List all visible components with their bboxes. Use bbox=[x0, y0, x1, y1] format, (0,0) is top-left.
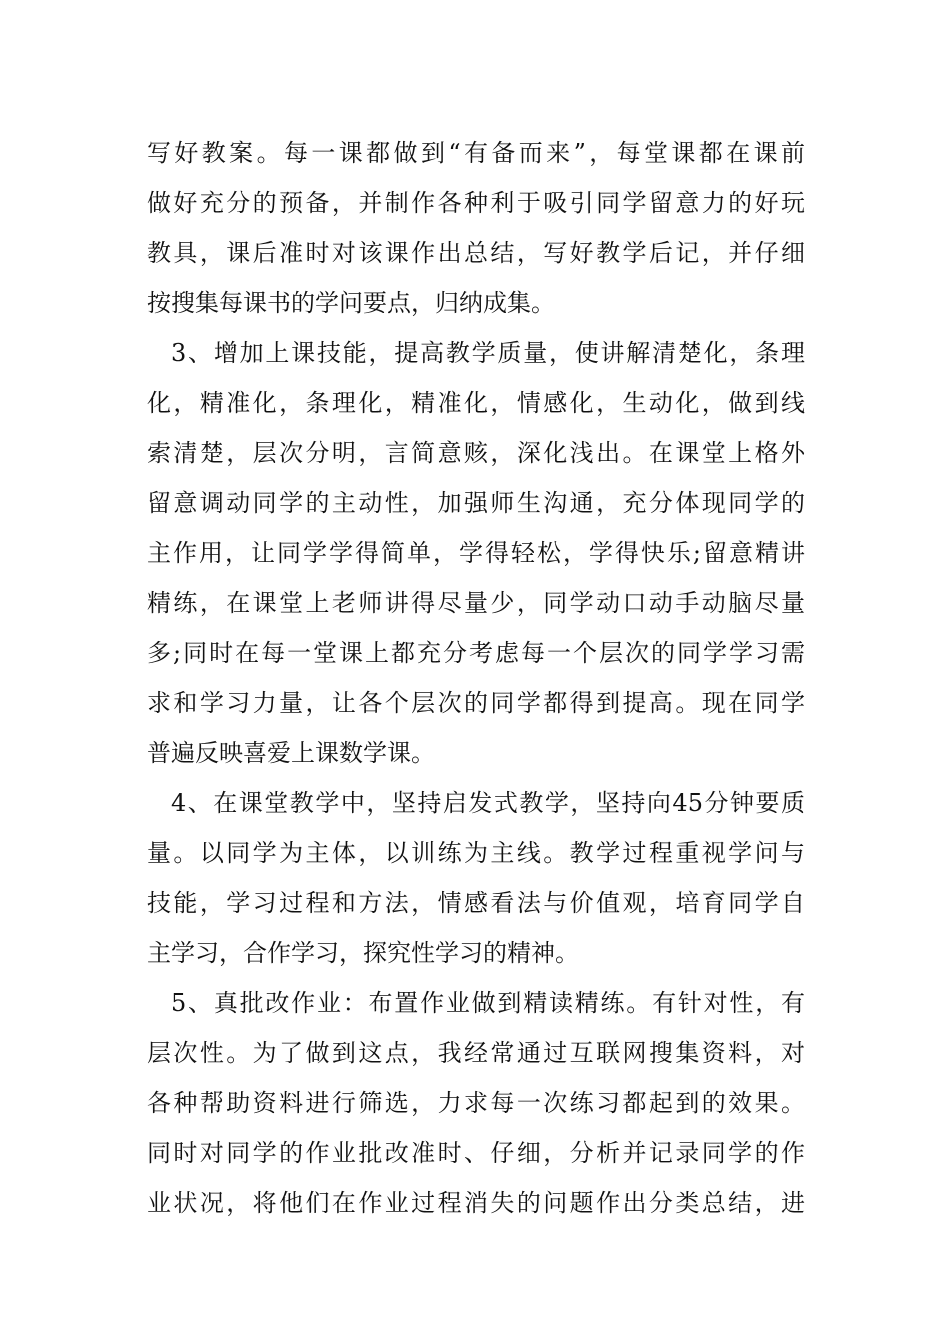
text-line: 各种帮助资料进行筛选，力求每一次练习都起到的效果。 bbox=[147, 1089, 805, 1117]
text-line: 4、在课堂教学中，坚持启发式教学，坚持向45分钟要质 bbox=[171, 789, 805, 817]
text-line: 量。以同学为主体，以训练为主线。教学过程重视学问与 bbox=[147, 839, 805, 867]
text-line: 主学习，合作学习，探究性学习的精神。 bbox=[147, 939, 579, 967]
text-line: 求和学习力量，让各个层次的同学都得到提高。现在同学 bbox=[147, 689, 805, 717]
text-line: 化，精准化，条理化，精准化，情感化，生动化，做到线 bbox=[147, 389, 805, 417]
text-line: 写好教案。每一课都做到“有备而来”，每堂课都在课前 bbox=[147, 139, 805, 167]
text-line: 索清楚，层次分明，言简意赅，深化浅出。在课堂上格外 bbox=[147, 439, 805, 467]
text-line: 3、增加上课技能，提高教学质量，使讲解清楚化，条理 bbox=[171, 339, 805, 367]
paragraph bbox=[147, 128, 805, 328]
text-line: 普遍反映喜爱上课数学课。 bbox=[147, 739, 435, 767]
text-line: 主作用，让同学学得简单，学得轻松，学得快乐;留意精讲 bbox=[147, 539, 805, 567]
text-line: 层次性。为了做到这点，我经常通过互联网搜集资料，对 bbox=[147, 1039, 805, 1067]
text-line: 技能，学习过程和方法，情感看法与价值观，培育同学自 bbox=[147, 889, 805, 917]
text-line: 5、真批改作业：布置作业做到精读精练。有针对性，有 bbox=[171, 989, 805, 1017]
paragraph bbox=[147, 778, 805, 978]
paragraph bbox=[147, 328, 805, 778]
text-line: 教具，课后准时对该课作出总结，写好教学后记，并仔细 bbox=[147, 239, 805, 267]
text-line: 多;同时在每一堂课上都充分考虑每一个层次的同学学习需 bbox=[147, 639, 805, 667]
text-line: 留意调动同学的主动性，加强师生沟通，充分体现同学的 bbox=[147, 489, 805, 517]
text-line: 做好充分的预备，并制作各种利于吸引同学留意力的好玩 bbox=[147, 189, 805, 217]
paragraph bbox=[147, 978, 805, 1228]
text-line: 按搜集每课书的学问要点，归纳成集。 bbox=[147, 289, 555, 317]
text-line: 精练，在课堂上老师讲得尽量少，同学动口动手动脑尽量 bbox=[147, 589, 805, 617]
text-line: 同时对同学的作业批改准时、仔细，分析并记录同学的作 bbox=[147, 1139, 805, 1167]
document-body bbox=[147, 128, 805, 1228]
text-line: 业状况，将他们在作业过程消失的问题作出分类总结，进 bbox=[147, 1189, 805, 1217]
